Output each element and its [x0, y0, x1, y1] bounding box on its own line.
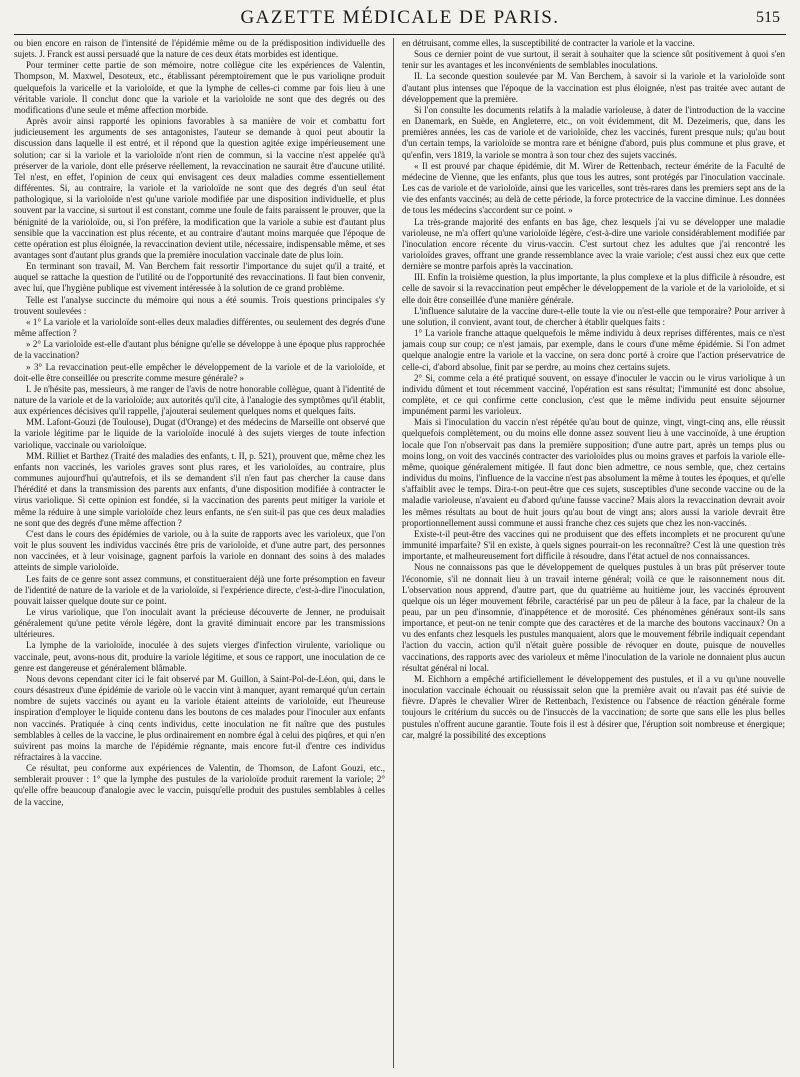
- paragraph: III. Enfin la troisième question, la plus importante, la plus complexe et la plus difficile à résoudre, est celle de savoir si la revaccination peut empêcher le développement de la variole et de la varioloïde, et si elle doit être conseillée d'une manière générale.: [402, 272, 785, 305]
- paragraph: Les faits de ce genre sont assez communs, et constitueraient déjà une forte présomption en faveur de l'identité de nature de la variole et de la varioloïde, si l'expérience directe, c'est-à-dire l'inoculation, pouvait laisser quelque doute sur ce point.: [14, 573, 385, 606]
- paragraph: Pour terminer cette partie de son mémoire, notre collègue cite les expériences de Valentin, Thompson, M. Maxwel, Desoteux, etc., établissant péremptoirement que le pus varioliqne produit quelquefois la varicelle et la varioloïde, et que la lymphe de celles-ci comme par fois lieu à une véritable variole. Il conclut donc que la variole et la varioloïde ne sont que des degrés ou des modifications d'une seule et même affection morbide.: [14, 60, 385, 115]
- paragraph: Si l'on consulte les documents relatifs à la maladie varioleuse, à dater de l'introduction de la vaccine en Danemark, en Suède, en Angleterre, etc., on voit évidemment, dit M. Dezeimeris, que, dans les premières années, les cas de variole et de varioloïde, chez les vaccinés, furent presque nuls; qu'au bout d'un certain temps, la varioloïde se montra rare et bénigne d'abord, puis plus commune et plus grave, et qu'enfin, vers 1819, la variole se montra à son tour chez des sujets vaccinés.: [402, 104, 785, 160]
- paragraph: Existe-t-il peut-être des vaccines qui ne produisent que des effets incomplets et ne procurent qu'une immunité imparfaite? S'il en existe, à quels signes pourrait-on les reconnaître? C'est là une question très importante, et malheureusement fort difficile à résoudre, dans l'état actuel de nos connaissances.: [402, 528, 785, 562]
- paragraph: L'influence salutaire de la vaccine dure-t-elle toute la vie ou n'est-elle que temporaire? Pour arriver à une solution, il convient, avant tout, de chercher à établir quelques faits :: [402, 305, 785, 327]
- left-column: [14, 38, 385, 1070]
- paragraph: « 1° La variole et la varioloïde sont-elles deux maladies différentes, ou seulement des degrés d'une même affection ?: [14, 316, 385, 339]
- paragraph: M. Eichhorn a empêché artificiellement le développement des pustules, et il a vu qu'une nouvelle inoculation vaccinale échouait ou réussissait selon que la première avait ou n'avait pas été suivie de fièvre. D'après le chevalier Wirer de Rettenbach, l'existence ou l'absence de réaction générale forme toujours le critérium du succès ou de l'insuccès de la vaccination; de sorte que sans elle les plus belles pustules n'offrent aucune garantie. Toute fois il est à désirer que, l'éruption soit nombreuse et énergique; car, malgré la possibilité des exceptions: [402, 673, 785, 740]
- paragraph: 1° La variole franche attaque quelquefois le même individu à deux reprises différentes, mais ce n'est jamais coup sur coup; ce n'est jamais, par exemple, dans le cours d'une même épidémie. Si l'on admet quelque analogie entre la variole et la vaccine, on sera donc porté à croire que l'action préservatrice de celle-ci, d'abord absolue, finit par se perdre, au moins chez certains sujets.: [402, 328, 785, 372]
- paragraph: Mais si l'inoculation du vaccin n'est répétée qu'au bout de quinze, vingt, vingt-cinq ans, elle réussit quelquefois complètement, ou du moins elle donne assez souvent lieu à une vaccinoïde, à une éruption locale que l'on n'observait pas dans la première supposition; d'une autre part, après un temps plus ou moins long, on voit des vaccinés contracter des varioloïdes plus ou moins graves et parfois la variole elle-même, quoique généralement mitigée. Il faut donc bien admettre, ce nous semble, que, chez certains individus du moins, l'influence de la vaccine n'est pas absolument la même à toutes les époques, et qu'elle s'affaiblit avec le temps. Dira-t-on peut-être que ces sujets, susceptibles d'une seconde vaccine ou de la maladie varioleuse, n'avaient eu d'abord qu'une fausse vaccine? Mais alors la revaccination devrait avoir les mêmes résultats au bout de huit jours qu'au bout de vingt ans; alors aussi la variole devrait être proportionnellement aussi commune et aussi franche chez ces sujets que chez les non-vaccinés.: [402, 417, 785, 528]
- paragraph: « Il est prouvé par chaque épidémie, dit M. Wirer de Rettenbach, recteur émérite de la Faculté de médecine de Vienne, que les enfants, plus que tous les autres, sont protégés par l'inoculation vaccinale. Les cas de variole et de varioloïde, ainsi que les varicelles, sont très-rares dans les premiers sept ans de la vie des enfants vaccinés; au delà de cette période, la force protectrice de la vaccine diminue. Les données de tous les médecins s'accordent sur ce point. »: [402, 160, 785, 216]
- paragraph: » 3° La revaccination peut-elle empêcher le développement de la variole et de la varioloïde, et doit-elle être conseillée ou prescrite comme mesure générale? »: [14, 361, 385, 383]
- paragraph: Nous devons cependant citer ici le fait observé par M. Guillon, à Saint-Pol-de-Léon, qui, dans le cours désastreux d'une épidémie de variole où le vaccin vint à manquer, ayant remarqué qu'un certain nombre de sujets vaccinés ou ayant eu la variole étaient atteints de varioloïde, eut l'heureuse inspiration d'employer le liquide contenu dans les boutons de ces malades pour l'inoculer aux enfants non vaccinés. Pratiquée à cinq cents individus, cette inoculation ne fit naître que des pustules semblables à celles de la vaccine, le plus ordinairement en nombre égal à celui des piqûres, et qui n'en suivirent pas moins la marche de l'épidémie régnante, mais encore fut-il d'entre ces individus réfractaires à la vaccine.: [14, 673, 385, 762]
- page-header: [0, 6, 800, 36]
- paragraph: En terminant son travail, M. Van Berchem fait ressortir l'importance du sujet qu'il a traité, et auquel se rattache la question de l'utilité ou de l'opportunité des revaccinations. Il faut bien convenir, avec lui, que l'hygiène publique est vivement intéressée à la solution de ce grand problème.: [14, 261, 385, 294]
- paragraph: Le virus variolique, que l'on inoculait avant la précieuse découverte de Jenner, ne produisait généralement qu'une petite vérole légère, dont la gravité diminuait encore par les transmissions ultérieures.: [14, 606, 385, 640]
- paragraph: Sous ce dernier point de vue surtout, il serait à souhaiter que la science sût positivement à quoi s'en tenir sur les avantages et les inconvénients de semblables inoculations.: [402, 49, 785, 71]
- column-divider: [393, 38, 394, 1068]
- paragraph: La très-grande majorité des enfants en bas âge, chez lesquels j'ai vu se développer une maladie varioleuse, ne m'a offert qu'une varioloïde légère, c'est-à-dire une variole considérablement modifiée par l'inoculation encore récente du virus-vaccin. C'est surtout chez les adultes que j'ai rencontré les varioloïdes graves, offrant une grande ressemblance avec la vraie variole; c'est aussi chez eux que cette dernière se montre parfois après la vaccination.: [402, 216, 785, 272]
- paragraph: Nous ne connaissons pas que le développement de quelques pustules à un bras pût préserver toute l'économie, s'il ne donnait lieu à un travail interne général; voilà ce que le raisonnement nous dit. L'observation nous apprend, d'autre part, que du quatrième au huitième jour, les vaccinés éprouvent quelque ois un léger mouvement fébrile, caractérisé par un peu de pâleur à la face, par la chaleur de la peau, par un peu d'insomnie, d'inappétence et de morosité. Ces phénomènes généraux sont-ils sans importance, et peut-on ne tenir compte que des caractères et de la marche des boutons vaccinaux? On a vu des enfants chez lesquels les pustules manquaient, alors que le mouvement fébrile indiquait cependant l'action du vaccin, action qu'il n'était guère possible de révoquer en doute, puisque de nouvelles vaccinations, des rapports avec des varioleux et même l'inoculation de la variole ne donnaient plus aucun résultat général ni local.: [402, 562, 785, 673]
- paragraph: Après avoir ainsi rapporté les opinions favorables à sa manière de voir et combattu fort judicieusement les arguments de ses antagonistes, l'auteur se demande à quoi peut aboutir la discussion dans laquelle il est entré, et il répond que la question agitée exige impérieusement une solution; car si la variole et la varioloïde n'ont rien de commun, si la vaccine n'est appelée qu'à préserver de la variole, dont elle préserve réellement, la revaccination ne saurait être d'aucune utilité. Tel n'est, en effet, l'opinion de ceux qui envisagent ces deux maladies comme essentiellement différentes. Si, au contraire, la variole et la varioloïde ne sont que des degrés d'un seul état pathologique, si la varioloïde n'est qu'une variole modifiée par une disposition individuelle, et plus souvent par la vaccine, si surtout il est constant, comme une foule de faits paraissent le prouver, que la bénignité de la varioloïde, ou, si l'on préfère, la modification que la variole a subie est d'autant plus sensible que la vaccination est plus récente, et au contraire d'autant moins marquée que l'époque de cette opération est plus éloignée, la revaccination devient utile, nécessaire, indispensable même, et ses avantages sont d'autant plus grands que la première inoculation vaccinale date de plus loin.: [14, 116, 385, 260]
- paragraph: Telle est l'analyse succincte du mémoire qui nous a été soumis. Trois questions principales s'y trouvent soulevées :: [14, 294, 385, 316]
- paragraph: La lymphe de la varioloïde, inoculée à des sujets vierges d'infection virulente, variolique ou vaccinale, peut, avons-nous dit, produire la variole légitime, et sous ce rapport, une inoculation de ce genre est dangereuse et généralement blâmable.: [14, 640, 385, 673]
- paragraph: 2° Si, comme cela a été pratiqué souvent, on essaye d'inoculer le vaccin ou le virus variolique à un individu dûment et tout récemment vacciné, l'opération est sans résultat; l'immunité est donc absolue, complète, et ce qui confirme cette conclusion, c'est que le même individu peut ensuite séjourner impunément parmi les varioleux.: [402, 372, 785, 417]
- paragraph: II. La seconde question soulevée par M. Van Berchem, à savoir si la variole et la varioloïde sont d'autant plus intenses que l'époque de la vaccination est plus éloignée, n'est pas traitée avec autant de développement que la première.: [402, 71, 785, 104]
- paragraph: MM. Lafont-Gouzi (de Toulouse), Dugat (d'Orange) et des médecins de Marseille ont observé que la variole légitime par le liquide de la varioloïde inoculé à des sujets vierges de toute infection variolique, vaccinale ou varioloïque.: [14, 417, 385, 450]
- paragraph: MM. Rilliet et Barthez (Traité des maladies des enfants, t. II, p. 521), prouvent que, même chez les enfants non vaccinés, les varioles graves sont plus rares, et les varioloïdes, au contraire, plus communes aujourd'hui qu'autrefois, et ils se demandent s'il n'en faut pas chercher la cause dans l'hérédité et dans la transmission des parents aux enfants, d'une disposition modifiée à contracter le virus variolique. Si cette opinion est fondée, si la vaccination des parents peut mitiger la variole et même la réduire à une simple varioloïde chez leurs enfants, ne s'en suit-il pas que ces deux maladies ne sont que des degrés d'une même affection ?: [14, 450, 385, 528]
- paragraph: ou bien encore en raison de l'intensité de l'épidémie même ou de la prédisposition individuelle des sujets. J. Franck est aussi persuadé que la nature de ces deux états morbides est identique.: [14, 38, 385, 60]
- right-column: [402, 38, 785, 1070]
- paragraph: C'est dans le cours des épidémies de variole, ou à la suite de rapports avec les varioleux, que l'on voit le plus souvent les individus vaccinés être pris de varioloïde, et d'une autre part, des personnes non vaccinées, et à leur voisinage, gagnent parfois la variole en donnant des soins à des malades atteints de simple varioloïde.: [14, 528, 385, 573]
- header-rule: [14, 34, 786, 35]
- journal-title: GAZETTE MÉDICALE DE PARIS.: [240, 7, 560, 28]
- paragraph: » 2° La varioloïde est-elle d'autant plus bénigne qu'elle se développe à une époque plus rapprochée de la vaccination?: [14, 339, 385, 361]
- paragraph: I. Je n'hésite pas, messieurs, à me ranger de l'avis de notre honorable collègue, quant à l'identité de nature de la variole et de la varioloïde; aux autorités qu'il cite, à l'analogie des symptômes qu'il établit, aux expériences décisives qu'il rappelle, j'ajouterai seulement quelques noms et quelques faits.: [14, 383, 385, 417]
- paragraph: Ce résultat, peu conforme aux expériences de Valentin, de Thomson, de Lafont Gouzi, etc., semblerait prouver : 1° que la lymphe des pustules de la varioloïde produit rarement la variole; 2° qu'elle offre beaucoup d'analogie avec le vaccin, puisqu'elle produit des pustules semblables à celles de la vaccine,: [14, 763, 385, 807]
- page-number: 515: [756, 9, 780, 26]
- paragraph: en détruisant, comme elles, la susceptibilité de contracter la variole et la vaccine.: [402, 38, 695, 48]
